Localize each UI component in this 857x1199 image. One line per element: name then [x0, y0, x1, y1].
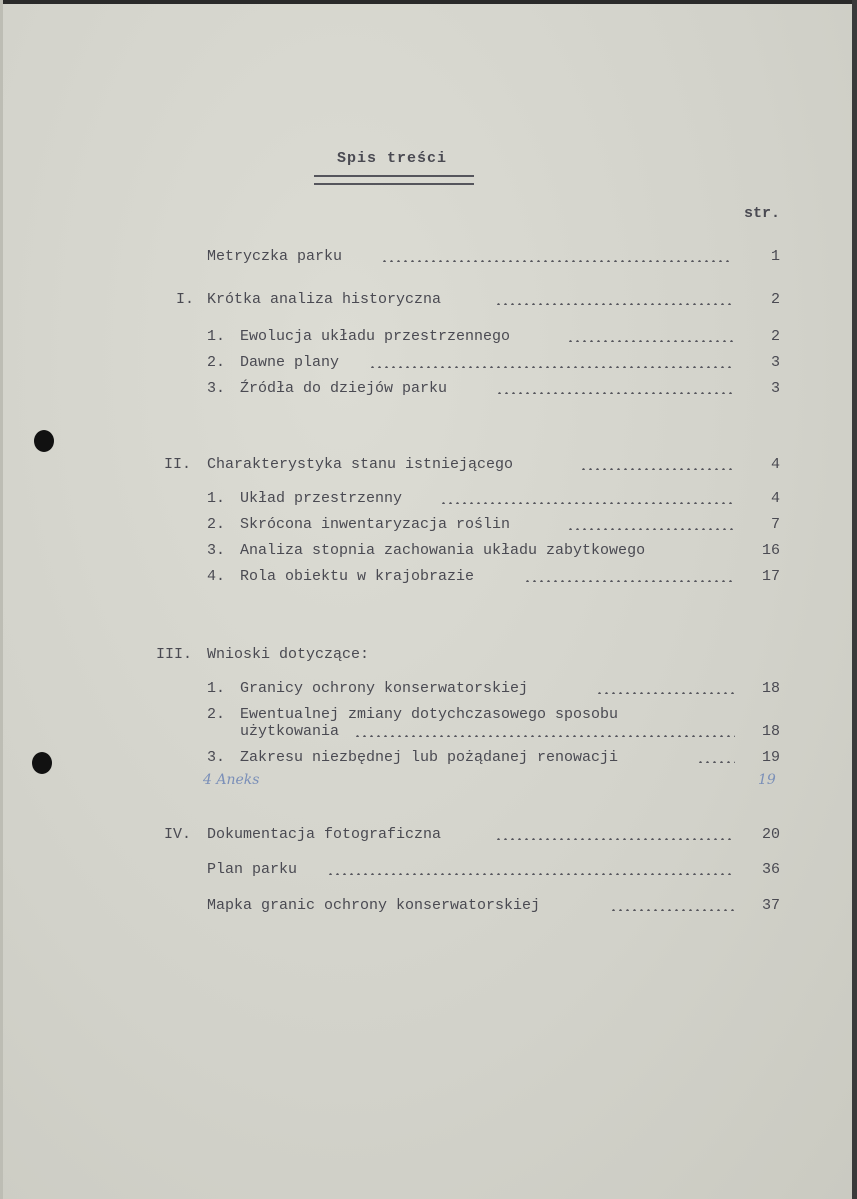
toc-entry-label: Plan parku — [207, 861, 298, 878]
leader-dots — [327, 873, 735, 875]
toc-entry-page: 18 — [761, 723, 780, 740]
subsection-number: 1. — [207, 328, 226, 345]
toc-entry-label: Rola obiektu w krajobrazie — [240, 568, 475, 585]
subsection-number: 3. — [207, 380, 226, 397]
toc-entry-label: Charakterystyka stanu istniejącego — [207, 456, 514, 473]
toc-entry-label: Układ przestrzenny — [240, 490, 403, 507]
toc-entry-page: 7 — [770, 516, 780, 533]
subsection-number: 1. — [207, 680, 226, 697]
leader-dots — [697, 761, 735, 763]
scan-edge-left — [0, 0, 3, 1199]
toc-entry-page: 2 — [770, 291, 780, 308]
leader-dots — [580, 468, 735, 470]
toc-entry-page: 3 — [770, 380, 780, 397]
leader-dots — [354, 735, 735, 737]
toc-entry-label: Granicy ochrony konserwatorskiej — [240, 680, 529, 697]
toc-entry-label: Zakresu niezbędnej lub pożądanej renowacji — [240, 749, 619, 766]
toc-entry-label-continued: użytkowania — [240, 723, 340, 740]
toc-entry-page: 1 — [770, 248, 780, 265]
title-underline — [314, 175, 474, 185]
section-number: I. — [176, 291, 195, 308]
toc-entry-page: 3 — [770, 354, 780, 371]
toc-entry-page: 36 — [761, 861, 780, 878]
subsection-number: 2. — [207, 706, 226, 723]
toc-entry-page: 17 — [761, 568, 780, 585]
leader-dots — [496, 392, 735, 394]
toc-entry-label: Wnioski dotyczące: — [207, 646, 370, 663]
leader-dots — [567, 340, 735, 342]
handwritten-page: 19 — [758, 772, 776, 788]
toc-entry-label: Dawne plany — [240, 354, 340, 371]
toc-entry-page: 19 — [761, 749, 780, 766]
leader-dots — [524, 580, 735, 582]
scan-edge-top — [0, 0, 857, 4]
toc-entry-label: Skrócona inwentaryzacja roślin — [240, 516, 511, 533]
section-number: III. — [156, 646, 193, 663]
leader-dots — [381, 260, 733, 262]
leader-dots — [596, 692, 735, 694]
toc-entry-label: Analiza stopnia zachowania układu zabytkowego — [240, 542, 646, 559]
toc-entry-page: 2 — [770, 328, 780, 345]
punch-hole-top — [34, 430, 54, 452]
toc-entry-page: 4 — [770, 490, 780, 507]
subsection-number: 3. — [207, 542, 226, 559]
toc-entry-label: Mapka granic ochrony konserwatorskiej — [207, 897, 541, 914]
toc-entry-label: Ewolucja układu przestrzennego — [240, 328, 511, 345]
handwritten-entry: 4 Aneks — [203, 772, 260, 788]
toc-entry-page: 4 — [770, 456, 780, 473]
toc-entry-label: Ewentualnej zmiany dotychczasowego sposobu — [240, 706, 619, 723]
toc-entry-page: 37 — [761, 897, 780, 914]
toc-entry-label: Metryczka parku — [207, 248, 343, 265]
section-number: II. — [164, 456, 192, 473]
leader-dots — [495, 303, 735, 305]
leader-dots — [610, 909, 735, 911]
leader-dots — [369, 366, 735, 368]
scan-edge-right — [852, 0, 857, 1199]
toc-entry-label: Źródła do dziejów parku — [240, 380, 448, 397]
toc-entry-page: 18 — [761, 680, 780, 697]
punch-hole-bottom — [32, 752, 52, 774]
subsection-number: 1. — [207, 490, 226, 507]
section-number: IV. — [164, 826, 192, 843]
toc-entry-label: Krótka analiza historyczna — [207, 291, 442, 308]
page-column-header: str. — [744, 205, 781, 222]
subsection-number: 2. — [207, 516, 226, 533]
toc-entry-page: 16 — [761, 542, 780, 559]
toc-entry-page: 20 — [761, 826, 780, 843]
toc-entry-label: Dokumentacja fotograficzna — [207, 826, 442, 843]
leader-dots — [567, 528, 735, 530]
subsection-number: 4. — [207, 568, 226, 585]
subsection-number: 3. — [207, 749, 226, 766]
toc-title: Spis treści — [336, 150, 448, 167]
subsection-number: 2. — [207, 354, 226, 371]
leader-dots — [440, 502, 735, 504]
leader-dots — [495, 838, 735, 840]
